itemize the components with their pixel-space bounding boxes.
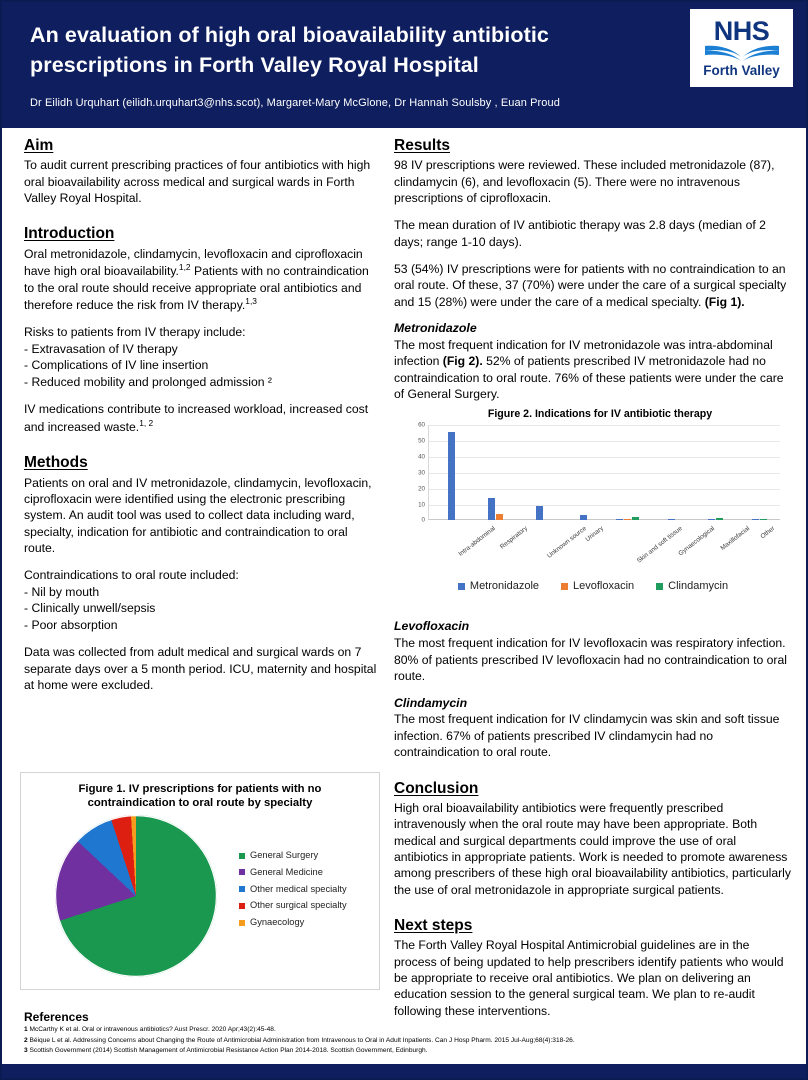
bar-group bbox=[605, 425, 649, 520]
x-axis-tick-label: Other bbox=[759, 525, 777, 541]
reference-number: 1 bbox=[24, 1026, 28, 1034]
introduction-paragraph-1 bbox=[24, 246, 382, 314]
y-axis-tick-label: 40 bbox=[418, 453, 425, 461]
legend-swatch-icon bbox=[239, 920, 245, 926]
list-item: - Extravasation of IV therapy bbox=[24, 341, 178, 356]
intro-text-b: Patients with no contraindication to the oral route should receive appropriate oral antibiotics and therefore reduce the risk from IV therapy. bbox=[24, 264, 369, 312]
legend-label: Gynaecology bbox=[250, 917, 305, 928]
reference-item bbox=[24, 1025, 794, 1035]
x-axis-tick-label: Gynaecological bbox=[677, 525, 717, 558]
list-item: - Reduced mobility and prolonged admission ² bbox=[24, 374, 272, 389]
bar bbox=[668, 519, 675, 521]
reference-item bbox=[24, 1036, 794, 1046]
metronidazole-heading: Metronidazole bbox=[394, 321, 477, 336]
fig1-reference: (Fig 1). bbox=[704, 294, 745, 309]
reference-text: Béique L et al. Addressing Concerns about Changing the Route of Antimicrobial Administration from Intravenous to Oral in Adult Inpatients. Can J Hosp Pharm. 2015 Jul-Aug;68(4):318-26. bbox=[27, 1036, 575, 1044]
bar-group bbox=[693, 425, 737, 520]
figure-2-x-axis-labels bbox=[428, 523, 780, 575]
reference-text: Scottish Government (2014) Scottish Management of Antimicrobial Resistance Action Plan 2014-2018. Scottish Government, Edinburgh. bbox=[27, 1046, 428, 1054]
reference-item bbox=[24, 1046, 794, 1056]
figure-1-title: Figure 1. IV prescriptions for patients with no contraindication to oral route by specialty bbox=[78, 783, 322, 810]
x-axis-tick-label: Skin and soft tissue bbox=[635, 525, 684, 566]
bar bbox=[760, 519, 767, 521]
legend-swatch-icon bbox=[561, 583, 568, 590]
legend-label: Metronidazole bbox=[469, 580, 539, 593]
references-section bbox=[24, 1010, 794, 1056]
legend-label: Clindamycin bbox=[668, 580, 729, 593]
introduction-paragraph-2 bbox=[24, 401, 382, 435]
legend-item bbox=[458, 580, 539, 592]
intro2-text: IV medications contribute to increased workload, increased cost and increased waste. bbox=[24, 402, 369, 434]
bar bbox=[708, 519, 715, 521]
levofloxacin-heading: Levofloxacin bbox=[394, 619, 470, 634]
aim-body: To audit current prescribing practices of four antibiotics with high oral bioavailability across medical and surgical wards in Forth Valley Royal Hospital. bbox=[24, 158, 371, 206]
results-paragraph-1: 98 IV prescriptions were reviewed. These included metronidazole (87), clindamycin (6), and levofloxacin (5). There were no intravenous prescriptions of ciprofloxacin. bbox=[394, 158, 775, 206]
x-axis-tick-label: Respiratory bbox=[498, 525, 529, 552]
intro-citation-1: 1,2 bbox=[178, 262, 191, 273]
legend-label: General Medicine bbox=[250, 866, 323, 877]
legend-swatch-icon bbox=[656, 583, 663, 590]
next-steps-heading: Next steps bbox=[394, 916, 473, 934]
legend-label: Other medical specialty bbox=[250, 883, 347, 894]
list-item: - Poor absorption bbox=[24, 617, 118, 632]
bar bbox=[616, 519, 623, 521]
y-axis-tick-label: 0 bbox=[421, 516, 425, 524]
nhs-logo-subtext: Forth Valley bbox=[703, 62, 780, 78]
results-paragraph-2: The mean duration of IV antibiotic therapy was 2.8 days (median of 2 days; range 1-10 days). bbox=[394, 218, 766, 249]
page-title: An evaluation of high oral bioavailability antibiotic prescriptions in Forth Valley Royal Hospital bbox=[30, 23, 549, 78]
list-item: - Clinically unwell/sepsis bbox=[24, 601, 156, 616]
reference-number: 2 bbox=[24, 1036, 28, 1044]
bar bbox=[624, 519, 631, 521]
list-item: - Complications of IV line insertion bbox=[24, 358, 209, 373]
legend-swatch-icon bbox=[239, 886, 245, 892]
next-steps-body: The Forth Valley Royal Hospital Antimicrobial guidelines are in the process of being updated to help prescribers identify patients who would be appropriate to receive oral antibiotics. We plan on delivering an education session to the general surgical team. We plan to re-audit following these interventions. bbox=[394, 938, 784, 1018]
x-axis-tick-label: Maxillofacial bbox=[719, 525, 752, 553]
legend-item bbox=[239, 901, 375, 910]
y-axis-tick-label: 50 bbox=[418, 437, 425, 445]
results3-text: 53 (54%) IV prescriptions were for patients with no contraindication to an oral route. Of these, 37 (70%) were under the care of a surgical specialty and 15 (28%) were under the care of a medical specialty. bbox=[394, 262, 787, 309]
metronidazole-body bbox=[394, 337, 792, 402]
aim-heading: Aim bbox=[24, 137, 54, 154]
legend-swatch-icon bbox=[458, 583, 465, 590]
left-column bbox=[24, 136, 382, 693]
bar bbox=[716, 518, 723, 520]
right-column bbox=[394, 136, 792, 1019]
legend-item bbox=[239, 851, 375, 860]
intro-text-a: Oral metronidazole, clindamycin, levofloxacin and ciprofloxacin have high oral bioavailability. bbox=[24, 246, 363, 279]
risks-lead-text: Risks to patients from IV therapy include: bbox=[24, 325, 246, 340]
risks-list bbox=[24, 341, 382, 391]
footer-bar bbox=[2, 1064, 806, 1078]
clindamycin-heading: Clindamycin bbox=[394, 695, 468, 710]
nhs-logo-wordmark: NHS bbox=[713, 15, 770, 46]
poster-header bbox=[2, 2, 806, 128]
legend-label: General Surgery bbox=[250, 850, 319, 860]
x-axis-tick-label: Intra-abdominal bbox=[457, 525, 497, 559]
contraindications-lead-text: Contraindications to oral route included: bbox=[24, 568, 239, 583]
bar-group bbox=[737, 425, 781, 520]
intro2-citation: 1, 2 bbox=[139, 417, 154, 428]
bar bbox=[496, 514, 503, 520]
fig2-reference: (Fig 2). bbox=[442, 354, 483, 369]
x-axis-tick-label: Unknown source bbox=[546, 525, 588, 561]
y-axis-tick-label: 60 bbox=[418, 421, 425, 429]
legend-swatch-icon bbox=[239, 903, 245, 909]
bar-group bbox=[649, 425, 693, 520]
contraindications-list bbox=[24, 584, 382, 634]
bar bbox=[488, 498, 495, 520]
references-heading: References bbox=[24, 1010, 89, 1025]
legend-item bbox=[656, 580, 728, 592]
clindamycin-body: The most frequent indication for IV clindamycin was skin and soft tissue infection. 67% of patients prescribed IV clindamycin had no contraindication to oral route. bbox=[394, 712, 780, 760]
legend-item bbox=[239, 868, 375, 877]
nhs-forth-valley-logo bbox=[690, 9, 793, 87]
results-paragraph-3 bbox=[394, 261, 792, 310]
conclusion-heading: Conclusion bbox=[394, 779, 479, 797]
conclusion-body: High oral bioavailability antibiotics were frequently prescribed intravenously when the oral route may have been appropriate. Both medical and surgical departments could improve the use of oral antibiotics in appropriate patients. Work is needed to promote awareness among prescribers of these high oral bioavailability antibiotics, particularly the use of oral metronidazole in appropriate surgical patients. bbox=[394, 800, 791, 897]
legend-item bbox=[239, 885, 375, 894]
levofloxacin-body: The most frequent indication for IV levofloxacin was respiratory infection. 80% of patients prescribed IV levofloxacin had no contraindication to oral route. bbox=[394, 636, 787, 684]
figure-1-plot-area bbox=[55, 815, 223, 983]
y-axis-tick-label: 10 bbox=[418, 501, 425, 509]
figure-2-title: Figure 2. Indications for IV antibiotic therapy bbox=[487, 408, 713, 421]
x-axis-tick-label: Urinary bbox=[584, 525, 605, 544]
bar bbox=[448, 432, 455, 521]
methods-paragraph-1: Patients on oral and IV metronidazole, clindamycin, levofloxacin, ciprofloxacin were identified using the electronic prescribing system. An audit tool was used to collect data including ward, specialty, indication for antibiotic and contraindication to oral route. bbox=[24, 475, 372, 555]
results-heading: Results bbox=[394, 137, 450, 154]
nhs-swoosh-icon bbox=[703, 44, 781, 63]
methods-paragraph-2: Data was collected from adult medical and surgical wards on 7 separate days over a 5 month period. ICU, maternity and hospital at home were excluded. bbox=[24, 645, 377, 693]
legend-label: Levofloxacin bbox=[573, 580, 635, 593]
figure-2-legend bbox=[394, 580, 792, 592]
methods-heading: Methods bbox=[24, 454, 88, 472]
reference-number: 3 bbox=[24, 1046, 28, 1054]
list-item: - Nil by mouth bbox=[24, 584, 100, 599]
figure-2-bar-chart bbox=[394, 408, 792, 608]
author-list: Dr Eilidh Urquhart (eilidh.urquhart3@nhs.scot), Margaret-Mary McGlone, Dr Hannah Soulsby , Euan Proud bbox=[30, 97, 560, 110]
legend-label: Other surgical specialty bbox=[250, 900, 347, 911]
legend-swatch-icon bbox=[239, 869, 245, 875]
bar bbox=[536, 506, 543, 520]
legend-item bbox=[561, 580, 634, 592]
pie-slices bbox=[55, 815, 217, 977]
intro-citation-2: 1,3 bbox=[245, 295, 257, 306]
bar bbox=[632, 517, 639, 521]
introduction-heading: Introduction bbox=[24, 225, 115, 243]
figure-1-pie-chart bbox=[20, 772, 380, 990]
reference-text: McCarthy K et al. Oral or intravenous antibiotics? Aust Prescr. 2020 Apr;43(2):45-48. bbox=[27, 1026, 276, 1034]
bar-group bbox=[429, 425, 473, 520]
figure-2-plot-area bbox=[418, 421, 780, 524]
bar bbox=[580, 515, 587, 521]
legend-item bbox=[239, 918, 375, 927]
figure-1-legend bbox=[239, 851, 375, 935]
metro-text-c: 52% of patients prescribed IV metronidazole had no contraindication to oral route. 76% of these patients were under the care of General Surgery. bbox=[394, 354, 784, 402]
bar bbox=[752, 519, 759, 521]
metro-text-a: The most frequent indication for IV metronidazole was intra-abdominal infection bbox=[394, 338, 773, 369]
y-axis-tick-label: 20 bbox=[418, 485, 425, 493]
bar-group bbox=[561, 425, 605, 520]
bar-group bbox=[473, 425, 517, 520]
y-axis-tick-label: 30 bbox=[418, 469, 425, 477]
legend-swatch-icon bbox=[239, 853, 245, 859]
bar-group bbox=[517, 425, 561, 520]
